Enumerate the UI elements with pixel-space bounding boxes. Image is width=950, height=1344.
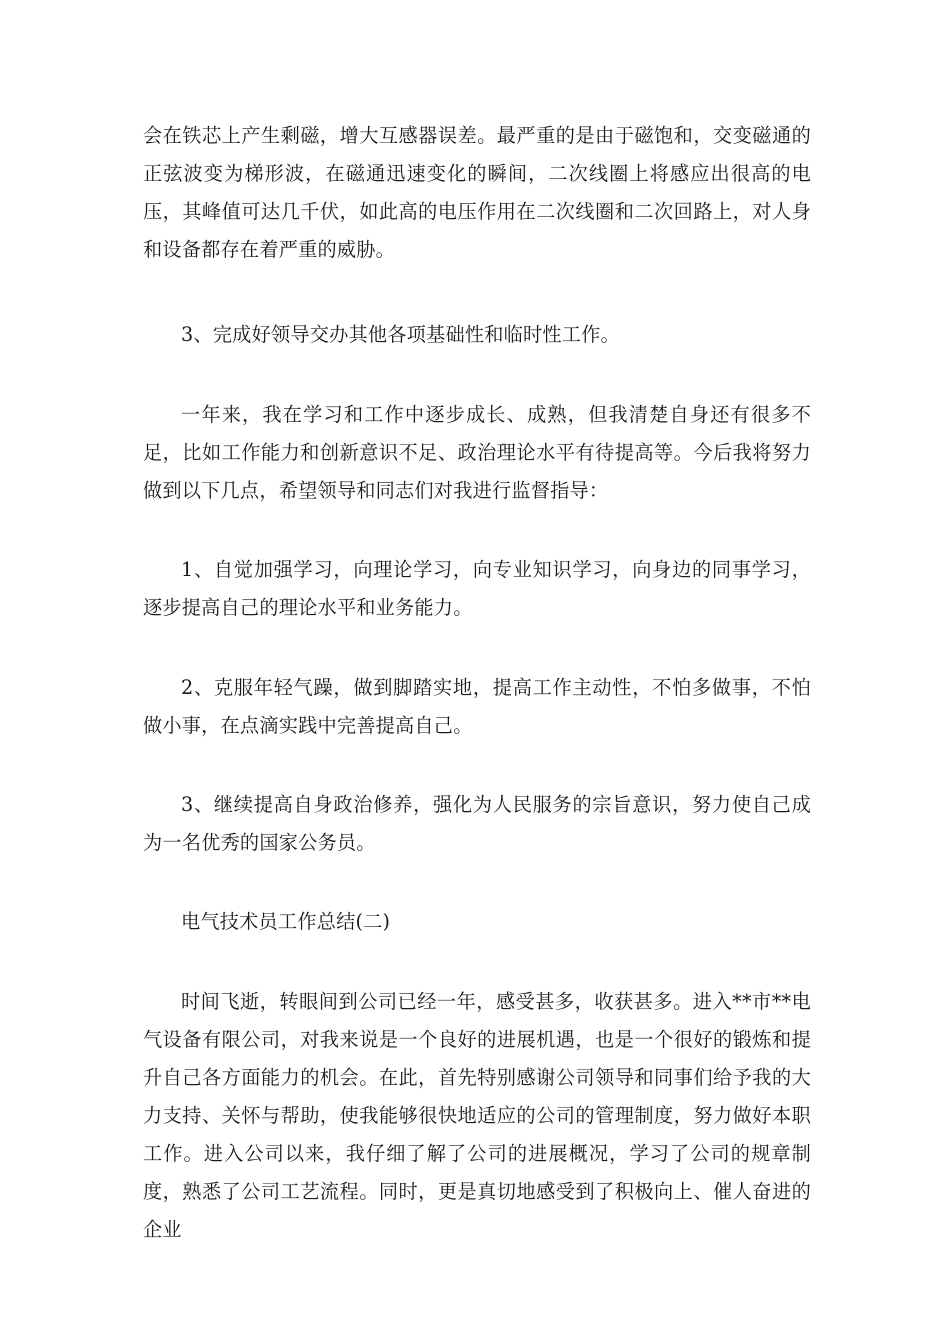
paragraph-item-3-tasks: 3、完成好领导交办其他各项基础性和临时性工作。 [181, 323, 620, 346]
paragraph-company-intro: 时间飞逝，转眼间到公司已经一年，感受甚多，收获甚多。进入**市**电气设备有限公司，对我来说是一个良好的进展机遇，也是一个很好的锻炼和提升自己各方面能力的机会。在此，首先特别感谢公司领导和同事们给予我的大力支持、关怀与帮助，使我能够很快地适应的公司的管理制度，努力做好本职工作。进入公司以来，我仔细了解了公司的进展概况，学习了公司的规章制度，熟悉了公司工艺流程。同时，更是真切地感受到了积极向上、催人奋进的企业 [143, 990, 811, 1241]
paragraph-transformer-saturation: 会在铁芯上产生剩磁，增大互感器误差。最严重的是由于磁饱和，交变磁通的正弦波变为梯形波，在磁通迅速变化的瞬间，二次线圈上将感应出很高的电压，其峰值可达几千伏，如此高的电压作用在二次线圈和二次回路上，对人身和设备都存在着严重的威胁。 [143, 124, 811, 261]
paragraph-year-summary: 一年来，我在学习和工作中逐步成长、成熟，但我清楚自身还有很多不足，比如工作能力和创新意识不足、政治理论水平有待提高等。今后我将努力做到以下几点，希望领导和同志们对我进行监督指导： [143, 403, 811, 502]
paragraph-item-2-practice: 2、克服年轻气躁，做到脚踏实地，提高工作主动性，不怕多做事，不怕做小事，在点滴实践中完善提高自己。 [143, 676, 811, 737]
paragraph-item-1-study: 1、自觉加强学习，向理论学习，向专业知识学习，向身边的同事学习，逐步提高自己的理论水平和业务能力。 [143, 558, 811, 619]
section-heading: 电气技术员工作总结(二) [181, 910, 391, 933]
paragraph-item-3-cultivation: 3、继续提高自身政治修养，强化为人民服务的宗旨意识，努力使自己成为一名优秀的国家公务员。 [143, 793, 811, 854]
